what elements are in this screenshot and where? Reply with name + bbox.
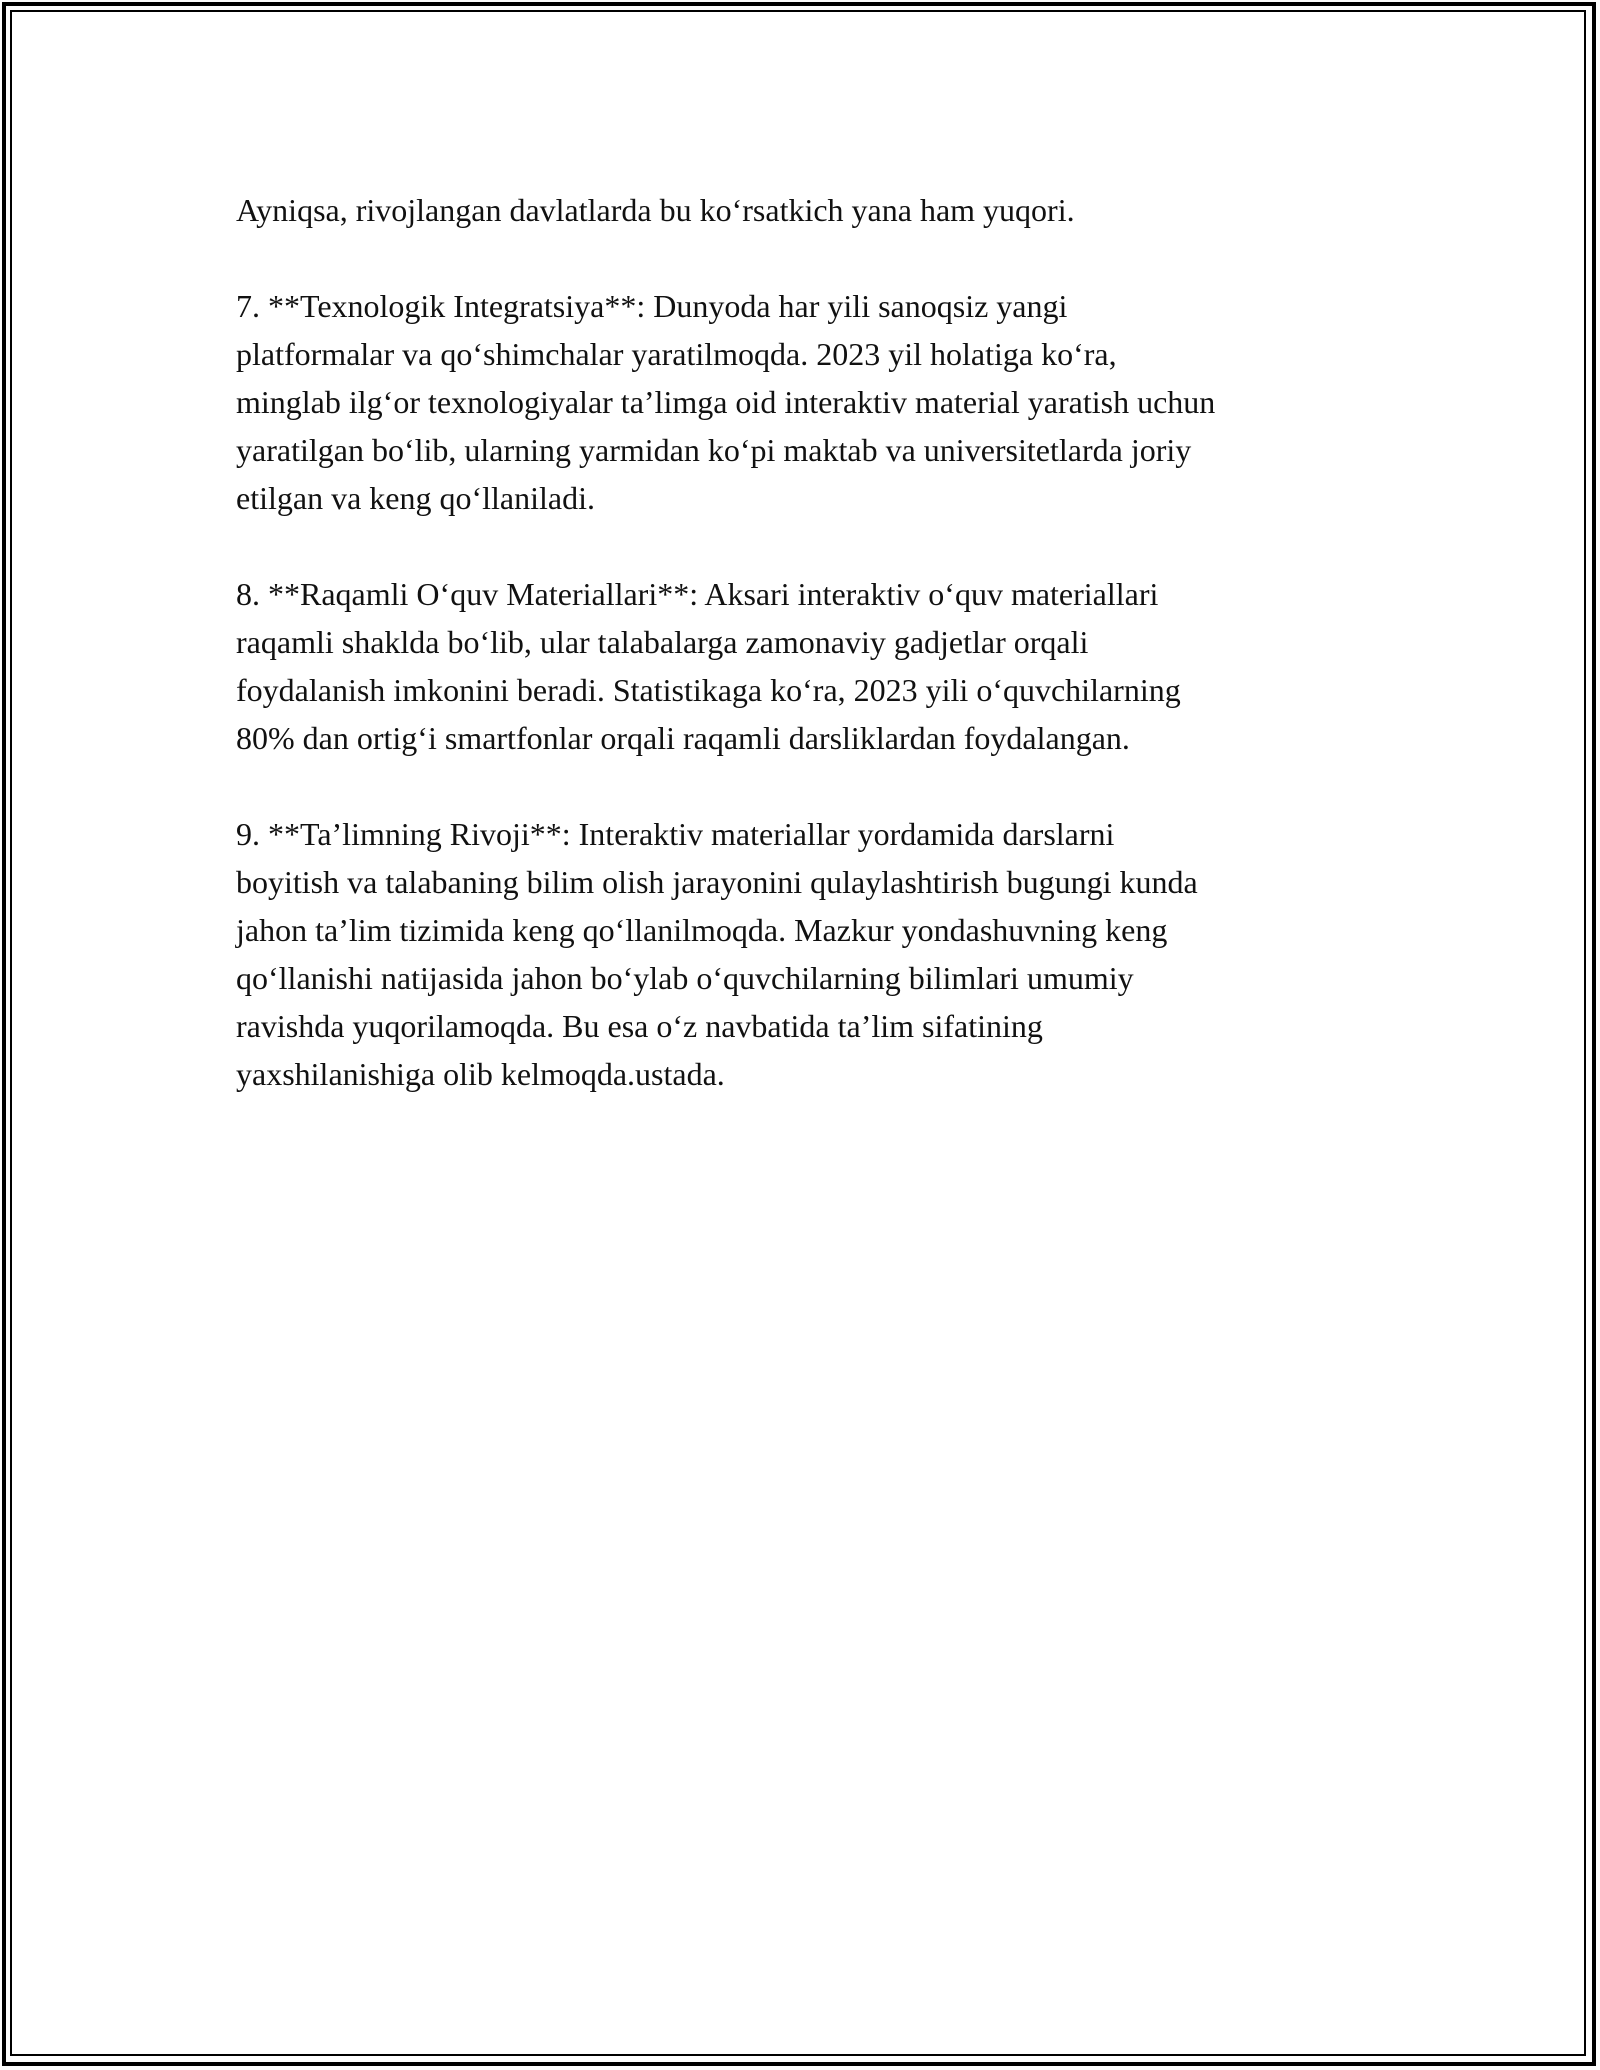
paragraph-item-8: [236, 570, 1376, 762]
text-line: yaxshilanishiga olib kelmoqda.ustada.: [236, 1056, 725, 1092]
paragraph-item-9: [236, 810, 1376, 1098]
text-line: Ayniqsa, rivojlangan davlatlarda bu ko‘rsatkich yana ham yuqori.: [236, 192, 1075, 228]
text-line: minglab ilg‘or texnologiyalar ta’limga oid interaktiv material yaratish uchun: [236, 384, 1216, 420]
text-line: platformalar va qo‘shimchalar yaratilmoqda. 2023 yil holatiga ko‘ra,: [236, 336, 1117, 372]
paragraph-item-7: [236, 282, 1376, 522]
text-line: foydalanish imkonini beradi. Statistikaga ko‘ra, 2023 yili o‘quvchilarning: [236, 672, 1181, 708]
text-line: 7. **Texnologik Integratsiya**: Dunyoda har yili sanoqsiz yangi: [236, 288, 1068, 324]
text-line: ravishda yuqorilamoqda. Bu esa o‘z navbatida ta’lim sifatining: [236, 1008, 1043, 1044]
text-line: 9. **Ta’limning Rivoji**: Interaktiv materiallar yordamida darslarni: [236, 816, 1115, 852]
text-line: yaratilgan bo‘lib, ularning yarmidan ko‘pi maktab va universitetlarda joriy: [236, 432, 1192, 468]
text-line: 8. **Raqamli O‘quv Materiallari**: Aksari interaktiv o‘quv materiallari: [236, 576, 1159, 612]
text-line: 80% dan ortig‘i smartfonlar orqali raqamli darsliklardan foydalangan.: [236, 720, 1130, 756]
paragraph-intro: [236, 186, 1376, 234]
document-body: [236, 186, 1376, 1146]
text-line: boyitish va talabaning bilim olish jarayonini qulaylashtirish bugungi kunda: [236, 864, 1198, 900]
text-line: jahon ta’lim tizimida keng qo‘llanilmoqda. Mazkur yondashuvning keng: [236, 912, 1168, 948]
text-line: raqamli shaklda bo‘lib, ular talabalarga zamonaviy gadjetlar orqali: [236, 624, 1089, 660]
text-line: etilgan va keng qo‘llaniladi.: [236, 480, 595, 516]
text-line: qo‘llanishi natijasida jahon bo‘ylab o‘quvchilarning bilimlari umumiy: [236, 960, 1134, 996]
